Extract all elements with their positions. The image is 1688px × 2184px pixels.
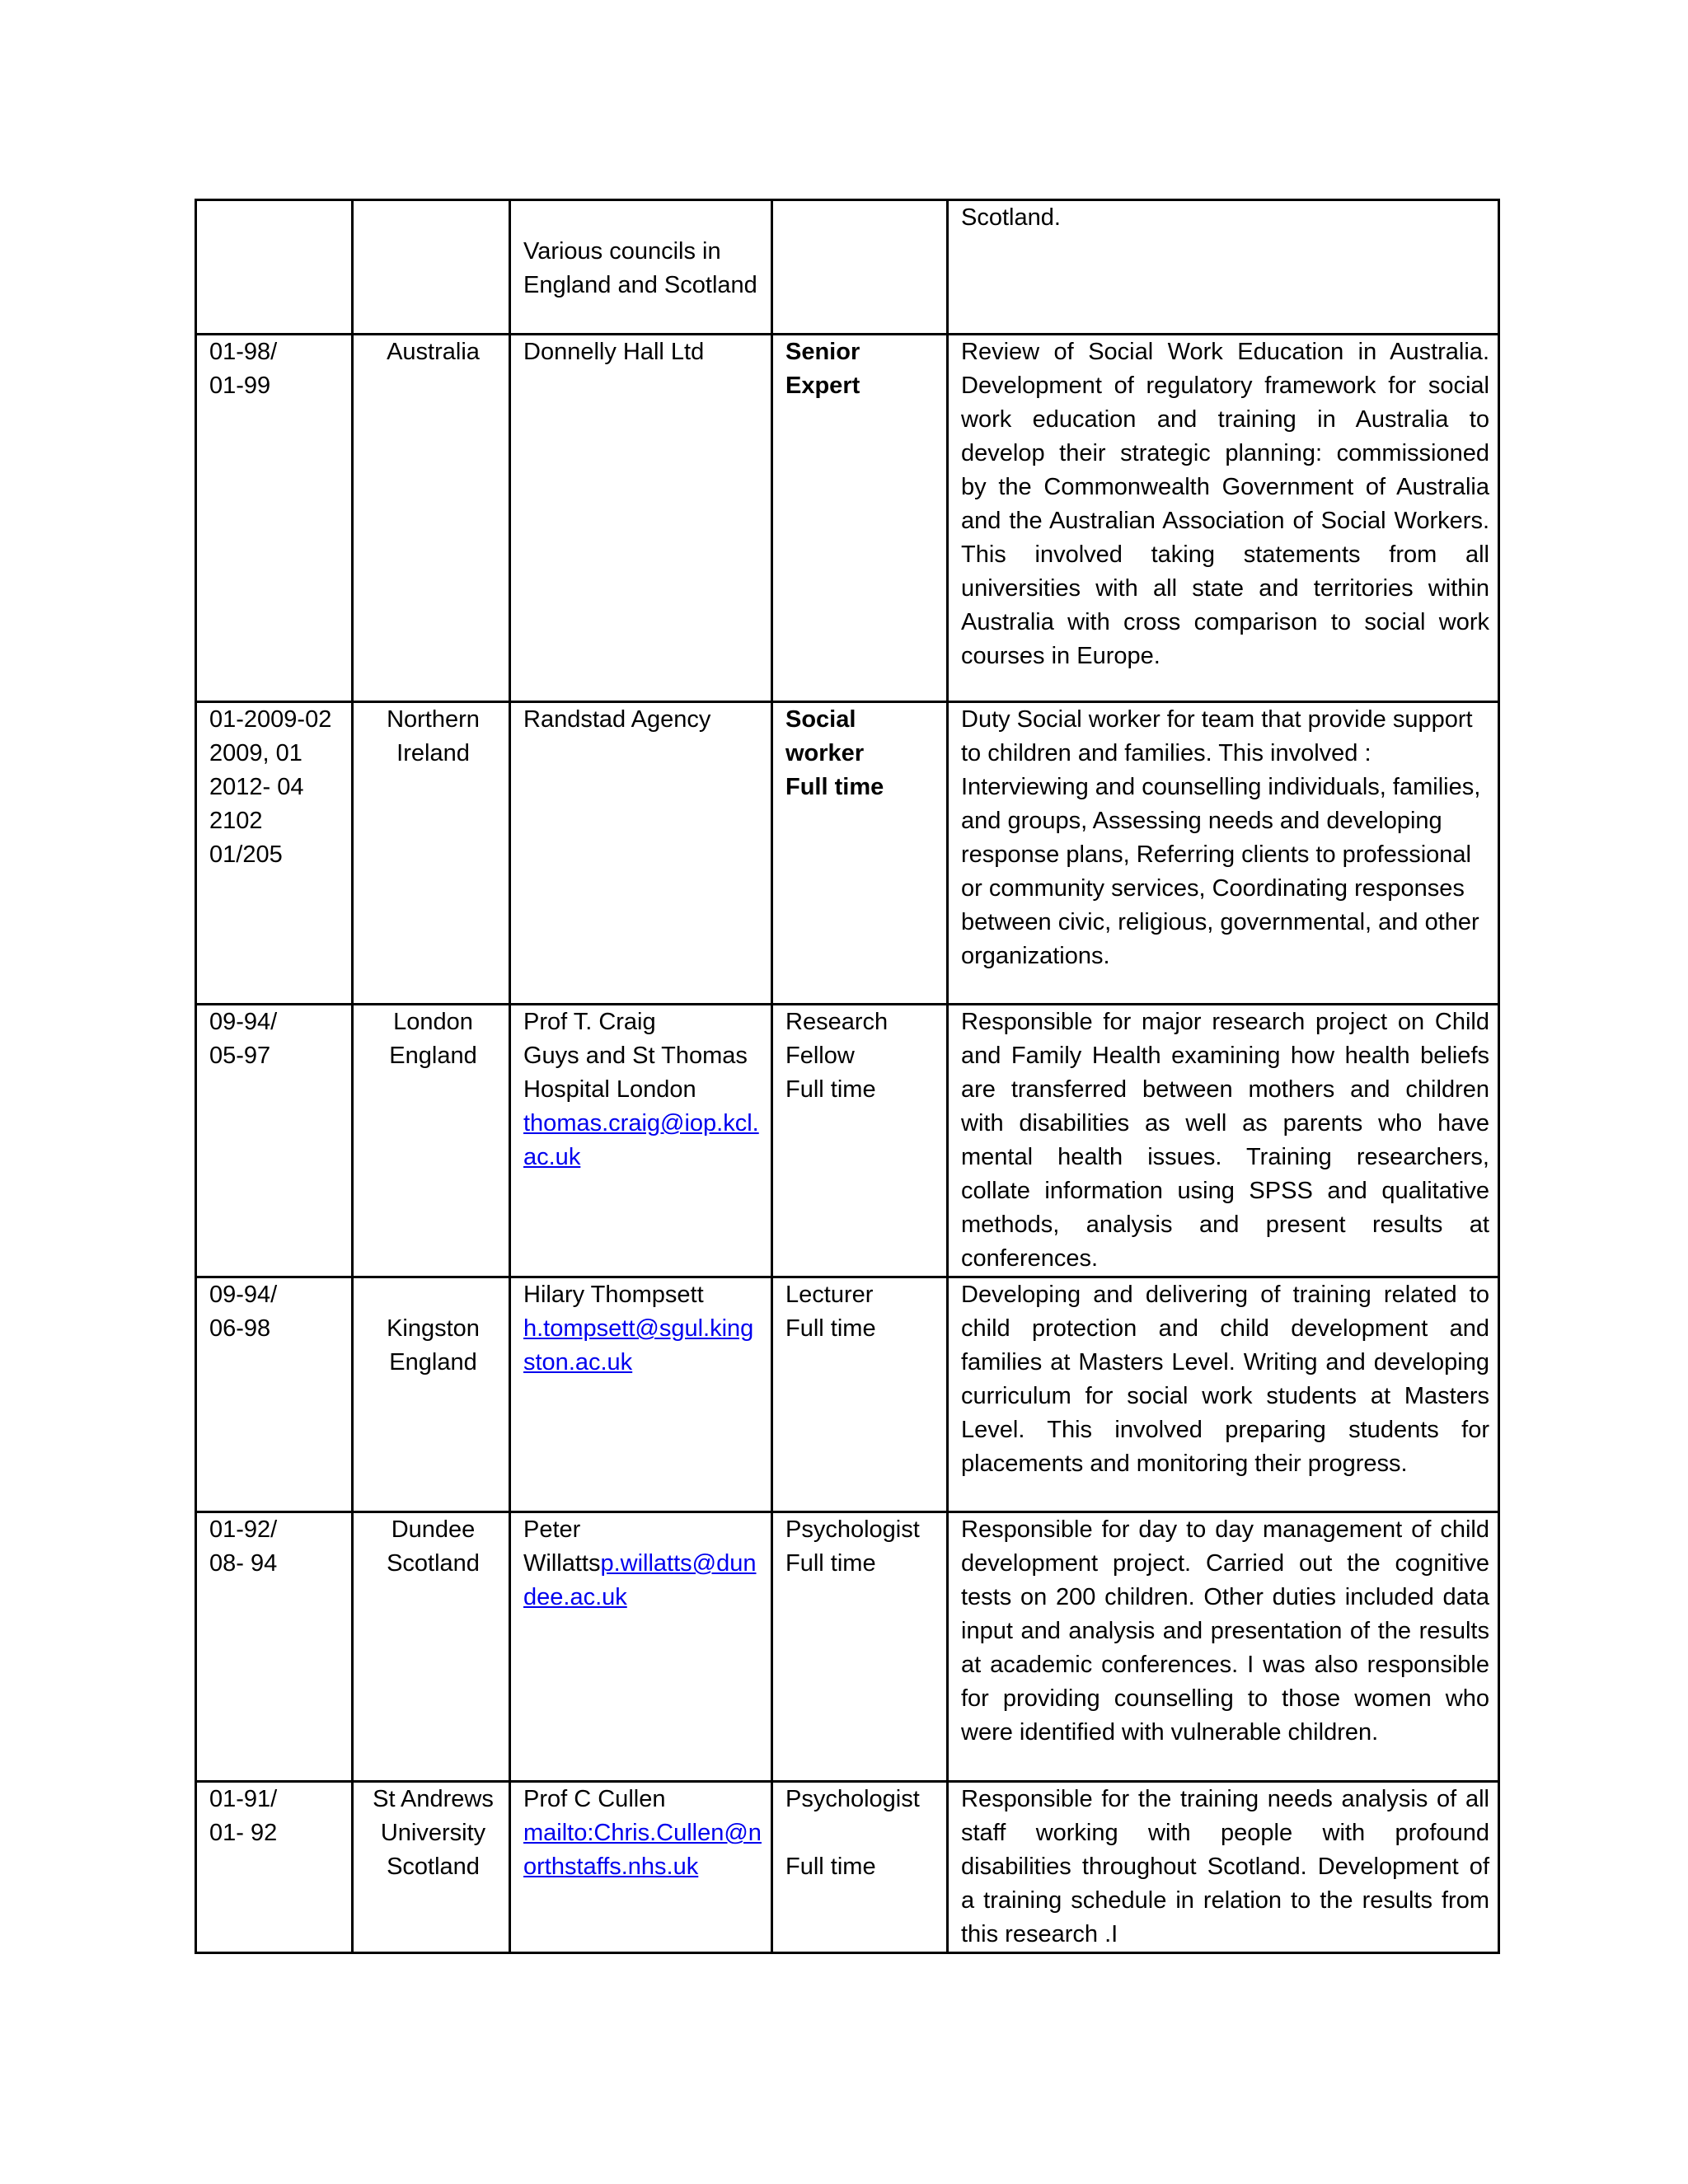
table-row	[196, 200, 1499, 335]
role-type: Full time	[785, 1315, 876, 1342]
date-cell	[196, 335, 353, 702]
employer-name: Hilary Thompsett	[523, 1282, 704, 1308]
date-cell	[196, 1005, 353, 1277]
role-cell	[772, 335, 948, 702]
description-cell	[948, 335, 1499, 702]
location-line: England	[389, 1349, 477, 1376]
location-cell	[353, 1005, 510, 1277]
role-cell	[772, 1277, 948, 1512]
description-text: Responsible for day to day management of child development project. Carried out the cognitive tests on 200 children. Other duties included data input and analysis and presentation of the results at academic conferences. I was also responsible for providing counselling to those women who were identified with vulnerable children.	[961, 1516, 1489, 1746]
date-line: 08- 94	[209, 1550, 278, 1577]
description-cell	[948, 1782, 1499, 1953]
employment-history-table	[195, 199, 1500, 1954]
role-title: Senior Expert	[785, 339, 860, 399]
location-cell	[353, 335, 510, 702]
description-text: Responsible for the training needs analysis of all staff working with people with profound disabilities throughout Scotland. Development of a training schedule in relation to the results from this research .I	[961, 1786, 1489, 1947]
date-cell	[196, 1277, 353, 1512]
role-cell	[772, 200, 948, 335]
role-cell	[772, 702, 948, 1005]
date-line: 01-92/	[209, 1516, 278, 1543]
location-line: University	[380, 1820, 486, 1846]
date-line: 2009, 01	[209, 740, 302, 766]
description-cell	[948, 702, 1499, 1005]
date-line: 2102	[209, 808, 263, 834]
employer-name: Peter	[523, 1516, 581, 1543]
table-row	[196, 1005, 1499, 1277]
description-text: Responsible for major research project on Child and Family Health examining how health beliefs are transferred between mothers and children with disabilities as well as parents who have mental health issues. Training researchers, collate information using SPSS and qualitative methods, analysis and present results at conferences.	[961, 1009, 1489, 1272]
date-line: 05-97	[209, 1043, 271, 1069]
table-row	[196, 702, 1499, 1005]
email-link[interactable]: mailto:Chris.Cullen@northstaffs.nhs.uk	[523, 1820, 762, 1880]
date-line: 01-99	[209, 373, 271, 399]
description-cell	[948, 1005, 1499, 1277]
role-cell	[772, 1782, 948, 1953]
table-row	[196, 1782, 1499, 1953]
description-cell	[948, 1512, 1499, 1782]
role-cell	[772, 1005, 948, 1277]
date-line: 06-98	[209, 1315, 271, 1342]
role-type: Full time	[785, 1854, 876, 1880]
role-title: Research	[785, 1009, 889, 1035]
employer-name: Various councils in England and Scotland	[523, 238, 757, 298]
location-cell	[353, 1782, 510, 1953]
employer-cell	[510, 200, 772, 335]
employer-name: Willatts	[523, 1550, 601, 1577]
location-line: Australia	[387, 339, 480, 365]
email-link[interactable]: h.tompsett@sgul.kingston.ac.uk	[523, 1315, 754, 1376]
location-line: Northern	[387, 706, 480, 733]
location-line: Ireland	[396, 740, 470, 766]
email-link[interactable]: thomas.craig@iop.kcl.ac.uk	[523, 1110, 759, 1170]
table-row	[196, 335, 1499, 702]
date-line: 09-94/	[209, 1009, 278, 1035]
description-text: Duty Social worker for team that provide support to children and families. This involved : Interviewing and counselling individuals, families, and groups, Assessing needs and developing response plans, Referring clients to professional or community services, Coordinating responses between civic, religious, governmental, and other organizations.	[961, 706, 1481, 969]
table-row	[196, 1512, 1499, 1782]
employer-cell	[510, 702, 772, 1005]
location-line: Dundee	[391, 1516, 476, 1543]
spacer	[523, 201, 762, 235]
date-line: 01-91/	[209, 1786, 278, 1812]
description-text: Scotland.	[961, 204, 1061, 231]
role-title: Lecturer	[785, 1282, 874, 1308]
role-type: Full time	[785, 774, 884, 800]
role-title: Fellow	[785, 1043, 855, 1069]
date-cell	[196, 702, 353, 1005]
description-cell	[948, 1277, 1499, 1512]
table-row	[196, 1277, 1499, 1512]
role-cell	[772, 1512, 948, 1782]
employer-cell	[510, 335, 772, 702]
role-type: Full time	[785, 1076, 876, 1103]
employer-cell	[510, 1782, 772, 1953]
location-line: Scotland	[387, 1854, 480, 1880]
employer-cell	[510, 1277, 772, 1512]
date-line: 2012- 04	[209, 774, 304, 800]
date-line: 01/205	[209, 841, 283, 868]
location-line: St Andrews	[373, 1786, 494, 1812]
employer-name: Randstad Agency	[523, 706, 711, 733]
role-type: Full time	[785, 1550, 876, 1577]
date-cell	[196, 1782, 353, 1953]
date-line: 09-94/	[209, 1282, 278, 1308]
role-title: Psychologist	[785, 1516, 920, 1543]
location-line: Kingston	[387, 1315, 480, 1342]
location-cell	[353, 1277, 510, 1512]
location-cell	[353, 702, 510, 1005]
spacer	[366, 1278, 500, 1312]
date-line: 01-98/	[209, 339, 278, 365]
location-cell	[353, 1512, 510, 1782]
role-title: Social worker	[785, 706, 865, 766]
employer-name: Prof T. Craig	[523, 1009, 656, 1035]
description-text: Review of Social Work Education in Australia. Development of regulatory framework for social work education and training in Australia to develop their strategic planning: commissioned by the Commonwealth Government of Australia and the Australian Association of Social Workers. This involved taking statements from all universities with all state and territories within Australia with cross comparison to social work courses in Europe.	[961, 339, 1489, 669]
description-cell	[948, 200, 1499, 335]
location-line: London	[393, 1009, 473, 1035]
employer-organisation: Guys and St Thomas Hospital London	[523, 1043, 748, 1103]
date-cell	[196, 200, 353, 335]
date-line: 01- 92	[209, 1820, 278, 1846]
employer-cell	[510, 1512, 772, 1782]
location-line: Scotland	[387, 1550, 480, 1577]
email-link[interactable]: p.willatts@dundee.ac.uk	[523, 1550, 757, 1610]
spacer	[785, 1816, 938, 1850]
date-cell	[196, 1512, 353, 1782]
location-line: England	[389, 1043, 477, 1069]
location-cell	[353, 200, 510, 335]
description-text: Developing and delivering of training related to child protection and child development and families at Masters Level. Writing and developing curriculum for social work students at Masters Level. This involved preparing students for placements and monitoring their progress.	[961, 1282, 1489, 1477]
employer-cell	[510, 1005, 772, 1277]
role-title: Psychologist	[785, 1786, 920, 1812]
date-line: 01-2009-02	[209, 706, 332, 733]
employer-name: Donnelly Hall Ltd	[523, 339, 705, 365]
employer-name: Prof C Cullen	[523, 1786, 666, 1812]
